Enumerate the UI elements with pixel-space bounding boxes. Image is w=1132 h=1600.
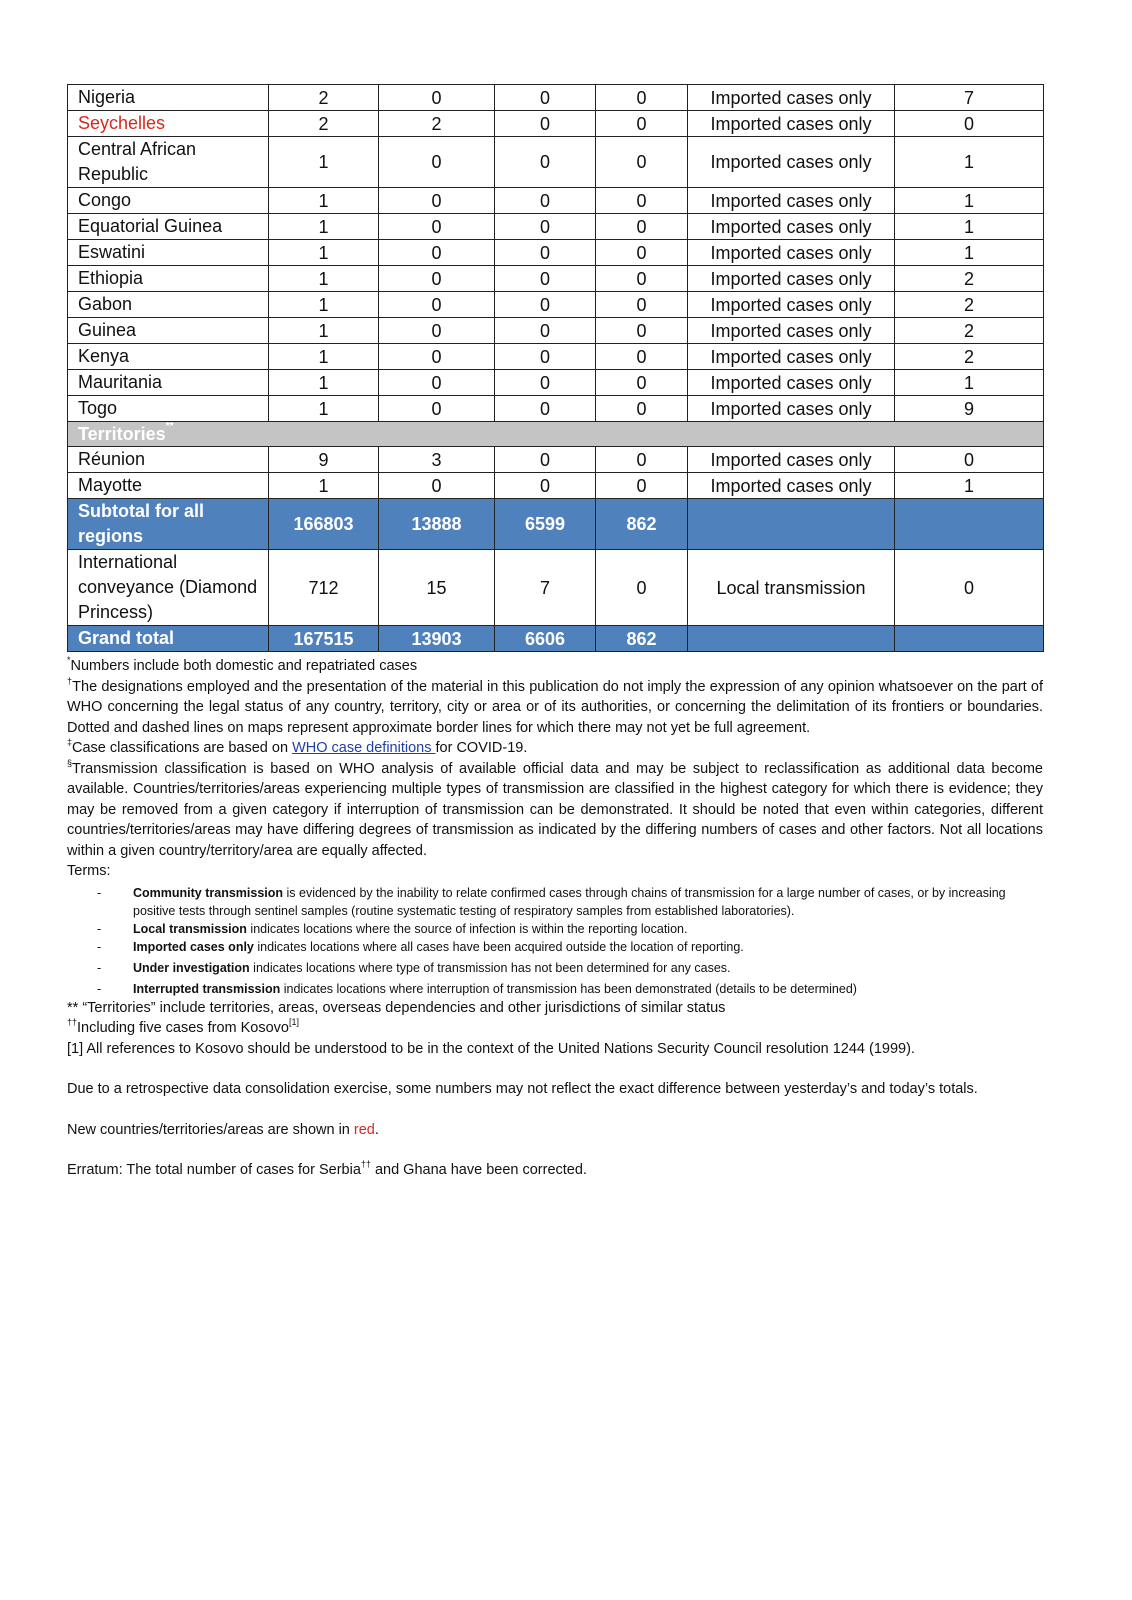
total-deaths: 0 xyxy=(495,266,596,292)
footnote-mark: ** xyxy=(165,421,174,432)
conveyance-label: International conveyance (Diamond Princess) xyxy=(68,550,269,626)
country-name: Ethiopia xyxy=(68,266,269,292)
table-row xyxy=(68,292,1044,318)
new-deaths: 0 xyxy=(596,137,688,188)
term-item: - Interrupted transmission indicates locations where interruption of transmission has been demonstrated (details to be determined) xyxy=(97,981,857,996)
transmission-class: Imported cases only xyxy=(688,266,895,292)
transmission-class xyxy=(688,626,895,652)
new-confirmed: 13888 xyxy=(379,499,495,550)
total-deaths: 0 xyxy=(495,137,596,188)
country-name: Gabon xyxy=(68,292,269,318)
total-deaths: 0 xyxy=(495,85,596,111)
territory-name: Réunion xyxy=(68,447,269,473)
days-since-last-case: 1 xyxy=(895,214,1044,240)
days-since-last-case: 2 xyxy=(895,266,1044,292)
new-deaths: 862 xyxy=(596,499,688,550)
days-since-last-case: 2 xyxy=(895,318,1044,344)
new-confirmed: 0 xyxy=(379,266,495,292)
country-name: Guinea xyxy=(68,318,269,344)
new-confirmed: 0 xyxy=(379,137,495,188)
days-since-last-case: 1 xyxy=(895,473,1044,499)
new-confirmed: 13903 xyxy=(379,626,495,652)
total-confirmed: 1 xyxy=(269,318,379,344)
transmission-class: Imported cases only xyxy=(688,473,895,499)
country-name: Congo xyxy=(68,188,269,214)
footnotes xyxy=(67,656,1043,1181)
term-item: - Imported cases only indicates locations where all cases have been acquired outside the location of reporting. xyxy=(97,939,744,954)
new-deaths: 0 xyxy=(596,188,688,214)
territories-group-header xyxy=(68,422,1044,447)
transmission-class: Imported cases only xyxy=(688,396,895,422)
total-deaths: 0 xyxy=(495,344,596,370)
new-deaths: 0 xyxy=(596,550,688,626)
kosovo-note: ††Including five cases from Kosovo[1] xyxy=(67,1017,299,1036)
transmission-class: Imported cases only xyxy=(688,240,895,266)
total-confirmed: 2 xyxy=(269,85,379,111)
new-deaths: 0 xyxy=(596,447,688,473)
erratum-note: Erratum: The total number of cases for Serbia†† and Ghana have been corrected. xyxy=(67,1159,587,1178)
footnote-double-dagger: ‡Case classifications are based on WHO case definitions for COVID-19. xyxy=(67,737,528,756)
country-name: Togo xyxy=(68,396,269,422)
country-name: Nigeria xyxy=(68,85,269,111)
transmission-class: Imported cases only xyxy=(688,292,895,318)
new-deaths: 0 xyxy=(596,344,688,370)
total-confirmed: 1 xyxy=(269,370,379,396)
table-row xyxy=(68,473,1044,499)
footnote-star: *Numbers include both domestic and repatriated cases xyxy=(67,655,418,674)
total-deaths: 0 xyxy=(495,318,596,344)
terms-list xyxy=(67,884,1043,998)
cases-table xyxy=(67,84,1044,652)
territories-label: Territories** xyxy=(68,422,1044,447)
total-deaths: 0 xyxy=(495,214,596,240)
transmission-class: Imported cases only xyxy=(688,370,895,396)
new-confirmed: 2 xyxy=(379,111,495,137)
total-deaths: 0 xyxy=(495,240,596,266)
table-row xyxy=(68,318,1044,344)
conveyance-row xyxy=(68,550,1044,626)
who-case-definitions-link[interactable]: WHO case definitions xyxy=(292,740,436,756)
transmission-class: Imported cases only xyxy=(688,214,895,240)
days-since-last-case: 0 xyxy=(895,447,1044,473)
total-deaths: 0 xyxy=(495,396,596,422)
new-countries-note: New countries/territories/areas are shown in red. xyxy=(67,1121,379,1138)
days-since-last-case: 0 xyxy=(895,111,1044,137)
terms-label: Terms: xyxy=(67,863,111,879)
new-deaths: 0 xyxy=(596,266,688,292)
days-since-last-case: 2 xyxy=(895,344,1044,370)
total-deaths: 7 xyxy=(495,550,596,626)
total-confirmed: 1 xyxy=(269,137,379,188)
new-deaths: 0 xyxy=(596,370,688,396)
table-row xyxy=(68,214,1044,240)
total-confirmed: 1 xyxy=(269,396,379,422)
total-deaths: 0 xyxy=(495,447,596,473)
total-deaths: 6606 xyxy=(495,626,596,652)
new-confirmed: 0 xyxy=(379,240,495,266)
grand-total-row xyxy=(68,626,1044,652)
new-confirmed: 0 xyxy=(379,473,495,499)
new-confirmed: 0 xyxy=(379,318,495,344)
table-row xyxy=(68,370,1044,396)
territory-name: Mayotte xyxy=(68,473,269,499)
total-confirmed: 1 xyxy=(269,266,379,292)
days-since-last-case: 1 xyxy=(895,137,1044,188)
total-deaths: 0 xyxy=(495,188,596,214)
subtotal-label: Subtotal for all regions xyxy=(68,499,269,550)
secondary-notes xyxy=(67,998,1043,1181)
transmission-class: Local transmission xyxy=(688,550,895,626)
term-item: - Local transmission indicates locations where the source of infection is within the reporting location. xyxy=(97,921,688,936)
days-since-last-case: 7 xyxy=(895,85,1044,111)
days-since-last-case: 2 xyxy=(895,292,1044,318)
new-deaths: 0 xyxy=(596,396,688,422)
total-deaths: 0 xyxy=(495,111,596,137)
total-deaths: 0 xyxy=(495,473,596,499)
total-confirmed: 1 xyxy=(269,473,379,499)
new-confirmed: 0 xyxy=(379,188,495,214)
total-confirmed: 1 xyxy=(269,214,379,240)
days-since-last-case: 1 xyxy=(895,240,1044,266)
new-deaths: 0 xyxy=(596,473,688,499)
country-name-new: Seychelles xyxy=(68,111,269,137)
table-row xyxy=(68,85,1044,111)
table-row xyxy=(68,447,1044,473)
new-deaths: 0 xyxy=(596,85,688,111)
new-confirmed: 15 xyxy=(379,550,495,626)
total-confirmed: 1 xyxy=(269,188,379,214)
transmission-class: Imported cases only xyxy=(688,111,895,137)
new-confirmed: 0 xyxy=(379,292,495,318)
table-row xyxy=(68,266,1044,292)
country-name: Equatorial Guinea xyxy=(68,214,269,240)
total-confirmed: 166803 xyxy=(269,499,379,550)
footnote-section: §Transmission classification is based on WHO analysis of available official data and may be subject to reclassification as additional data become available. Countries/territories/areas experiencing multiple types of transmission are classified in the highest category for which there is evidence; they may be removed from a given category if interruption of transmission can be demonstrated. It should be noted that even within categories, different countries/territories/areas may have differing degrees of transmission as indicated by the differing numbers of cases and other factors. Not all locations within a given country/territory/area are equally affected. xyxy=(67,757,1043,859)
transmission-class: Imported cases only xyxy=(688,85,895,111)
total-deaths: 6599 xyxy=(495,499,596,550)
territories-note: ** “Territories” include territories, areas, overseas dependencies and other jurisdictions of similar status xyxy=(67,999,726,1016)
total-confirmed: 2 xyxy=(269,111,379,137)
grand-total-label: Grand total xyxy=(68,626,269,652)
country-name: Eswatini xyxy=(68,240,269,266)
transmission-class: Imported cases only xyxy=(688,447,895,473)
days-since-last-case: 0 xyxy=(895,550,1044,626)
total-confirmed: 712 xyxy=(269,550,379,626)
new-confirmed: 0 xyxy=(379,396,495,422)
days-since-last-case xyxy=(895,626,1044,652)
consolidation-note: Due to a retrospective data consolidation exercise, some numbers may not reflect the exact difference between yesterday’s and today’s totals. xyxy=(67,1081,978,1097)
new-deaths: 862 xyxy=(596,626,688,652)
country-name: Kenya xyxy=(68,344,269,370)
total-confirmed: 167515 xyxy=(269,626,379,652)
table-row xyxy=(68,111,1044,137)
subtotal-row xyxy=(68,499,1044,550)
transmission-class: Imported cases only xyxy=(688,318,895,344)
days-since-last-case: 9 xyxy=(895,396,1044,422)
days-since-last-case: 1 xyxy=(895,188,1044,214)
new-deaths: 0 xyxy=(596,214,688,240)
total-confirmed: 1 xyxy=(269,240,379,266)
table-row xyxy=(68,344,1044,370)
total-deaths: 0 xyxy=(495,292,596,318)
country-name: Central African Republic xyxy=(68,137,269,188)
document-page xyxy=(67,84,1043,1181)
total-confirmed: 1 xyxy=(269,292,379,318)
table-row xyxy=(68,396,1044,422)
reference-mark: [1] xyxy=(288,1017,299,1027)
reference-1: [1] All references to Kosovo should be understood to be in the context of the United Nations Security Council resolution 1244 (1999). xyxy=(67,1040,915,1057)
total-deaths: 0 xyxy=(495,370,596,396)
days-since-last-case: 1 xyxy=(895,370,1044,396)
term-item: - Community transmission is evidenced by the inability to relate confirmed cases through chains of transmission for a large number of cases, or by increasing positive tests through sentinel samples (routine systematic testing of respiratory samples from established laboratories). xyxy=(97,885,1006,918)
new-deaths: 0 xyxy=(596,292,688,318)
table-row xyxy=(68,188,1044,214)
new-deaths: 0 xyxy=(596,318,688,344)
new-confirmed: 0 xyxy=(379,370,495,396)
days-since-last-case xyxy=(895,499,1044,550)
new-deaths: 0 xyxy=(596,240,688,266)
new-confirmed: 0 xyxy=(379,85,495,111)
total-confirmed: 9 xyxy=(269,447,379,473)
country-name: Mauritania xyxy=(68,370,269,396)
transmission-class xyxy=(688,499,895,550)
transmission-class: Imported cases only xyxy=(688,344,895,370)
total-confirmed: 1 xyxy=(269,344,379,370)
new-confirmed: 0 xyxy=(379,344,495,370)
new-confirmed: 0 xyxy=(379,214,495,240)
footnote-dagger: †The designations employed and the presentation of the material in this publication do not imply the expression of any opinion whatsoever on the part of WHO concerning the legal status of any country, territory, city or area or of its authorities, or concerning the delimitation of its frontiers or boundaries. Dotted and dashed lines on maps represent approximate border lines for which there may not yet be full agreement. xyxy=(67,675,1043,736)
term-item: - Under investigation indicates locations where type of transmission has not been determined for any cases. xyxy=(97,960,731,975)
table-row xyxy=(68,240,1044,266)
table-row xyxy=(68,137,1044,188)
transmission-class: Imported cases only xyxy=(688,137,895,188)
new-deaths: 0 xyxy=(596,111,688,137)
new-confirmed: 3 xyxy=(379,447,495,473)
transmission-class: Imported cases only xyxy=(688,188,895,214)
